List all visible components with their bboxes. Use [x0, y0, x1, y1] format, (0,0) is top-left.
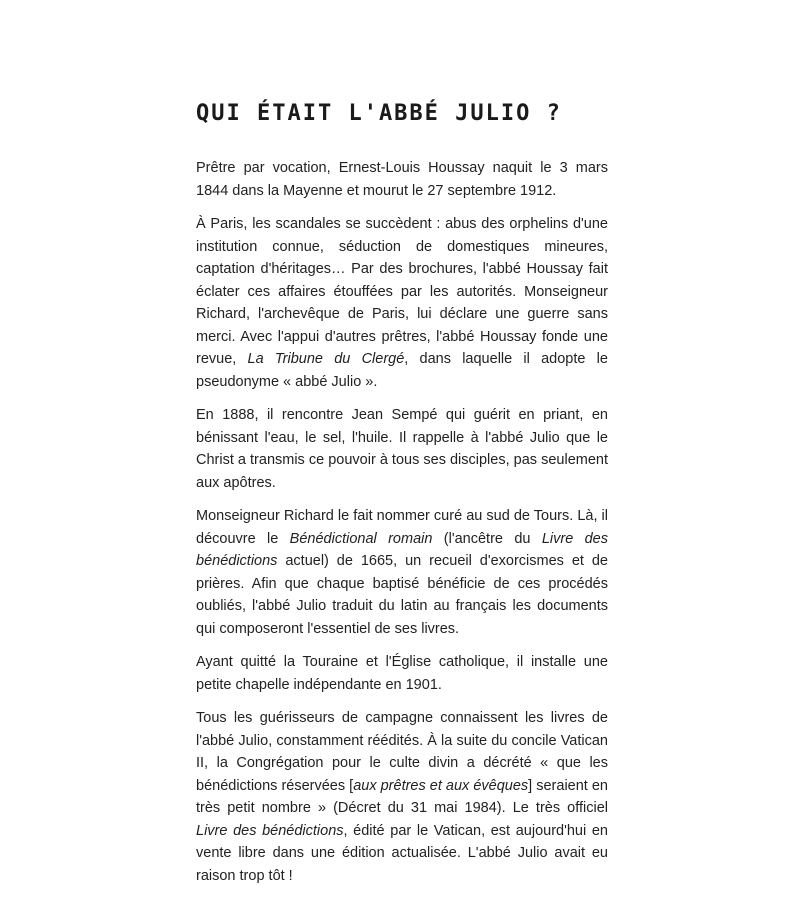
text-segment: ] seraient en très petit nombre » (Décret du 31 mai 1984). Le très officiel — [196, 777, 608, 816]
text-segment: Monseigneur Richard le fait nommer curé au sud de Tours. Là, il découvre le — [196, 508, 608, 547]
paragraph-3 — [196, 404, 608, 494]
text-segment: Tous les guérisseurs de campagne connaissent les livres de l'abbé Julio, constamment réédités. À la suite du concile Vatican II, la Congrégation pour le culte divin a décrété « que les bénédictions réservées [ — [196, 710, 608, 794]
book-title: Livre des bénédictions — [196, 822, 344, 839]
paragraph-5 — [196, 651, 608, 696]
italic-insert: aux prêtres et aux évêques — [353, 777, 529, 794]
text-segment: , édité par le Vatican, est aujourd'hui en vente libre dans une édition actualisée. L'abbé Julio avait eu raison trop tôt ! — [196, 822, 608, 884]
text-segment: (l'ancêtre du — [432, 530, 542, 547]
text-segment: À Paris, les scandales se succèdent : abus des orphelins d'une institution connue, séduction de domestiques mineures, captation d'héritages… Par des brochures, l'abbé Houssay fait éclater ces affaires étouffées par les autorités. Monseigneur Richard, l'archevêque de Paris, lui déclare une guerre sans merci. Avec l'appui d'autres prêtres, l'abbé Houssay fonde une revue, — [196, 216, 608, 367]
journal-title: La Tribune du Clergé — [247, 351, 405, 367]
paragraph-4 — [196, 505, 608, 640]
book-title: Livre des bénédictions — [196, 530, 608, 569]
text-segment: Prêtre par vocation, Ernest-Louis Houssay naquit le 3 mars 1844 dans la Mayenne et mourut le 27 septembre 1912. — [196, 160, 608, 199]
paragraph-2 — [196, 213, 608, 393]
body-text — [196, 157, 608, 898]
paragraph-1 — [196, 157, 608, 202]
text-segment: , dans laquelle il adopte le pseudonyme « abbé Julio ». — [196, 351, 608, 390]
text-segment: En 1888, il rencontre Jean Sempé qui guérit en priant, en bénissant l'eau, le sel, l'huile. Il rappelle à l'abbé Julio que le Christ a transmis ce pouvoir à tous ses disciples, pas seulement aux apôtres. — [196, 407, 608, 491]
text-segment: actuel) de 1665, un recueil d'exorcismes et de prières. Afin que chaque baptisé bénéficie de ces procédés oubliés, l'abbé Julio traduit du latin au français les documents qui composeront l'essentiel de ses livres. — [196, 553, 608, 637]
paragraph-6 — [196, 707, 608, 887]
text-segment: Ayant quitté la Touraine et l'Église catholique, il installe une petite chapelle indépendante en 1901. — [196, 654, 608, 693]
book-title: Bénédictional romain — [289, 530, 433, 547]
page-title: QUI ÉTAIT L'ABBÉ JULIO ? — [196, 101, 562, 126]
